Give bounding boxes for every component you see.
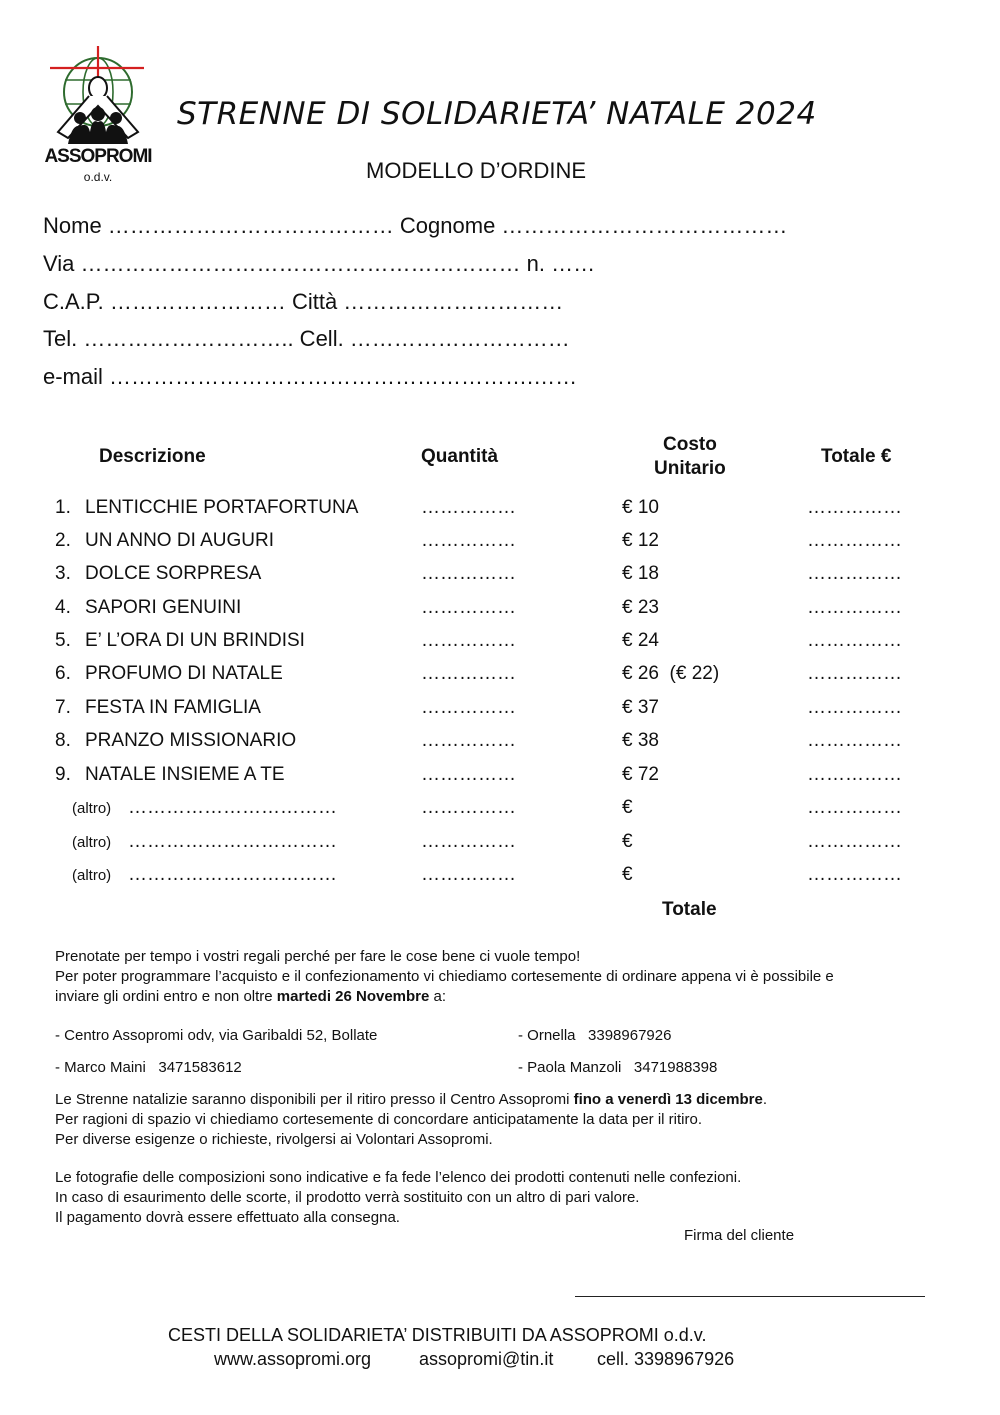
product-name: E’ L’ORA DI UN BRINDISI (85, 630, 305, 651)
cap-city-field[interactable]: C.A.P. …………………… Città ………………………… (43, 289, 564, 314)
note-line (55, 1090, 767, 1110)
quantity-input[interactable]: …………… (421, 663, 516, 684)
row-number: 7. (55, 697, 71, 718)
unit-price: € 37 (622, 697, 659, 718)
row-number: 2. (55, 530, 71, 551)
header-description: Descrizione (99, 446, 206, 467)
footer-cell: cell. 3398967926 (597, 1349, 735, 1369)
phone-cell-field[interactable]: Tel. ……………………….. Cell. ………………………… (43, 326, 570, 351)
note-line: Per diverse esigenze o richieste, rivolgersi ai Volontari Assopromi. (55, 1131, 493, 1148)
note-text: . (762, 1091, 768, 1108)
contact-centro: - Centro Assopromi odv, via Garibaldi 52, Bollate (55, 1027, 378, 1044)
signature-label: Firma del cliente (684, 1227, 795, 1244)
quantity-input[interactable]: …………… (421, 831, 516, 852)
other-label: (altro) (72, 800, 112, 817)
logo-name: ASSOPROMI (44, 146, 152, 167)
quantity-input[interactable]: …………… (421, 764, 516, 785)
note-line: In caso di esaurimento delle scorte, il prodotto verrà sostituito con un altro di pari valore. (55, 1189, 640, 1206)
note-line: Per poter programmare l’acquisto e il confezionamento vi chiediamo cortesemente di ordinare appena vi è possibile e (55, 968, 834, 985)
contact-paola: - Paola Manzoli 3471988398 (518, 1059, 718, 1076)
other-name-input[interactable]: …………………………… (128, 864, 337, 885)
row-total-input[interactable]: …………… (807, 764, 902, 785)
contact-marco: - Marco Maini 3471583612 (55, 1059, 242, 1076)
footer-website[interactable]: www.assopromi.org (214, 1349, 372, 1369)
product-name: NATALE INSIEME A TE (85, 764, 285, 785)
other-name-input[interactable]: …………………………… (128, 831, 337, 852)
contact-ornella: - Ornella 3398967926 (518, 1027, 672, 1044)
row-number: 3. (55, 563, 71, 584)
footer-email[interactable]: assopromi@tin.it (419, 1349, 554, 1369)
unit-price: € 10 (622, 497, 659, 518)
product-name: SAPORI GENUINI (85, 597, 242, 618)
quantity-input[interactable]: …………… (421, 797, 516, 818)
row-number: 6. (55, 663, 71, 684)
email-field[interactable]: e-mail ………………………………………………….…… (43, 364, 578, 389)
quantity-input[interactable]: …………… (421, 530, 516, 551)
quantity-input[interactable]: …………… (421, 730, 516, 751)
product-name: PRANZO MISSIONARIO (85, 730, 297, 751)
note-line: Il pagamento dovrà essere effettuato alla consegna. (55, 1209, 400, 1226)
unit-price: € 38 (622, 730, 659, 751)
row-number: 5. (55, 630, 71, 651)
row-total-input[interactable]: …………… (807, 730, 902, 751)
note-text: inviare gli ordini entro e non oltre (55, 988, 277, 1005)
product-name: PROFUMO DI NATALE (85, 663, 283, 684)
header-unit-cost-2: Unitario (654, 458, 726, 479)
note-line: Prenotate per tempo i vostri regali perché per fare le cose bene ci vuole tempo! (55, 948, 581, 965)
document-subtitle: MODELLO D’ORDINE (366, 158, 587, 183)
row-number: 4. (55, 597, 71, 618)
note-line: Per ragioni di spazio vi chiediamo cortesemente di concordare anticipatamente la data per il ritiro. (55, 1111, 702, 1128)
logo-suffix: o.d.v. (83, 170, 113, 184)
product-name: DOLCE SORPRESA (85, 563, 262, 584)
footer-tagline: CESTI DELLA SOLIDARIETA’ DISTRIBUITI DA ASSOPROMI o.d.v. (168, 1325, 707, 1345)
header-unit-cost-1: Costo (663, 434, 717, 455)
quantity-input[interactable]: …………… (421, 630, 516, 651)
note-text: a: (429, 988, 447, 1005)
deadline-date: martedi 26 Novembre (276, 988, 430, 1005)
unit-price: € 18 (622, 563, 659, 584)
logo-emblem-icon (38, 44, 158, 149)
row-total-input[interactable]: …………… (807, 563, 902, 584)
row-number: 1. (55, 497, 71, 518)
product-name: UN ANNO DI AUGURI (85, 530, 274, 551)
header-quantity: Quantità (421, 446, 499, 467)
row-total-input[interactable]: …………… (807, 630, 902, 651)
other-label: (altro) (72, 867, 112, 884)
pickup-date: fino a venerdì 13 dicembre (573, 1091, 763, 1108)
row-total-input[interactable]: …………… (807, 663, 902, 684)
row-total-input[interactable]: …………… (807, 864, 902, 885)
unit-price-input[interactable]: € (622, 831, 633, 852)
product-name: FESTA IN FAMIGLIA (85, 697, 261, 718)
unit-price: € 24 (622, 630, 659, 651)
quantity-input[interactable]: …………… (421, 697, 516, 718)
header-total: Totale € (821, 446, 892, 467)
signature-line[interactable] (575, 1296, 925, 1297)
row-total-input[interactable]: …………… (807, 831, 902, 852)
unit-price: € 23 (622, 597, 659, 618)
product-name: LENTICCHIE PORTAFORTUNA (85, 497, 359, 518)
unit-price: € 26 (€ 22) (622, 663, 720, 684)
row-number: 8. (55, 730, 71, 751)
assopromi-logo (38, 44, 158, 184)
row-number: 9. (55, 764, 71, 785)
note-line (55, 987, 446, 1007)
row-total-input[interactable]: …………… (807, 697, 902, 718)
other-label: (altro) (72, 834, 112, 851)
document-title: STRENNE DI SOLIDARIETA’ NATALE 2024 (177, 96, 817, 132)
row-total-input[interactable]: …………… (807, 597, 902, 618)
row-total-input[interactable]: …………… (807, 797, 902, 818)
quantity-input[interactable]: …………… (421, 864, 516, 885)
quantity-input[interactable]: …………… (421, 563, 516, 584)
other-name-input[interactable]: …………………………… (128, 797, 337, 818)
name-surname-field[interactable]: Nome ………………………………… Cognome ………………………………… (43, 213, 788, 238)
grand-total-label: Totale (662, 899, 717, 920)
note-text: Le Strenne natalizie saranno disponibili per il ritiro presso il Centro Assopromi (55, 1091, 574, 1108)
unit-price: € 12 (622, 530, 659, 551)
row-total-input[interactable]: …………… (807, 497, 902, 518)
unit-price: € 72 (622, 764, 659, 785)
quantity-input[interactable]: …………… (421, 597, 516, 618)
quantity-input[interactable]: …………… (421, 497, 516, 518)
unit-price-input[interactable]: € (622, 864, 633, 885)
row-total-input[interactable]: …………… (807, 530, 902, 551)
note-line: Le fotografie delle composizioni sono indicative e fa fede l’elenco dei prodotti contenuti nelle confezioni. (55, 1169, 742, 1186)
unit-price-input[interactable]: € (622, 797, 633, 818)
address-field[interactable]: Via …………………………………………………… n. …… (43, 251, 596, 276)
